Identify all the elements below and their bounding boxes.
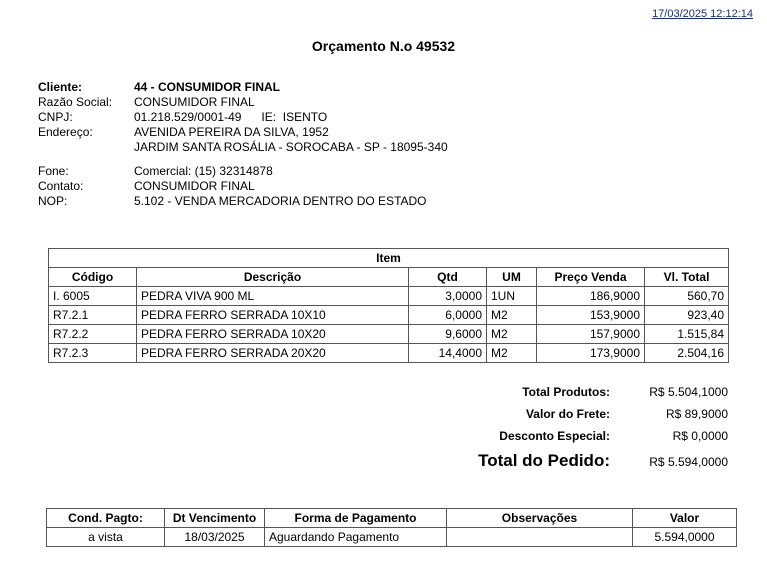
column-header-codigo: Código xyxy=(49,268,137,287)
items-table-body xyxy=(49,287,729,363)
cell-descricao: PEDRA FERRO SERRADA 10X20 xyxy=(137,325,409,344)
total-produtos-value: R$ 5.504,1000 xyxy=(649,385,728,399)
payment-table xyxy=(46,508,737,547)
total-pedido-value: R$ 5.594,0000 xyxy=(649,455,728,469)
cell-vl-total: 2.504,16 xyxy=(645,344,729,363)
cell-codigo: I. 6005 xyxy=(49,287,137,306)
customer-field-value: 44 - CONSUMIDOR FINAL xyxy=(134,80,281,94)
cell-valor: 5.594,0000 xyxy=(633,528,737,547)
customer-field-label: Contato: xyxy=(38,179,84,193)
customer-row xyxy=(38,179,638,194)
customer-field-label: Fone: xyxy=(38,164,69,178)
table-row xyxy=(49,287,729,306)
column-header-um: UM xyxy=(487,268,537,287)
cell-codigo: R7.2.1 xyxy=(49,306,137,325)
column-header-descricao: Descrição xyxy=(137,268,409,287)
items-group-header-row xyxy=(49,249,729,268)
cell-descricao: PEDRA VIVA 900 ML xyxy=(137,287,409,306)
timestamp-bar xyxy=(652,6,753,20)
payment-table-head xyxy=(47,509,737,528)
table-row xyxy=(49,344,729,363)
column-header-vl-total: Vl. Total xyxy=(645,268,729,287)
total-pedido-label: Total do Pedido: xyxy=(478,451,610,470)
desconto-especial-value: R$ 0,0000 xyxy=(672,429,728,443)
cell-preco-venda: 186,9000 xyxy=(537,287,645,306)
column-header-cond-pagto: Cond. Pagto: xyxy=(47,509,165,528)
customer-field-label: Razão Social: xyxy=(38,95,113,109)
customer-field-value: 5.102 - VENDA MERCADORIA DENTRO DO ESTADO xyxy=(134,194,427,208)
cell-preco-venda: 173,9000 xyxy=(537,344,645,363)
items-table xyxy=(48,248,729,363)
cell-qtd: 14,4000 xyxy=(409,344,487,363)
table-row xyxy=(49,325,729,344)
print-timestamp: 17/03/2025 12:12:14 xyxy=(652,8,753,20)
cell-qtd: 6,0000 xyxy=(409,306,487,325)
cell-um: M2 xyxy=(487,325,537,344)
cell-qtd: 9,6000 xyxy=(409,325,487,344)
cell-um: 1UN xyxy=(487,287,537,306)
customer-row xyxy=(38,80,638,95)
customer-field-value: CONSUMIDOR FINAL xyxy=(134,179,255,193)
customer-field-label: Cliente: xyxy=(38,80,83,94)
customer-field-label: Endereço: xyxy=(38,125,93,139)
customer-row xyxy=(38,95,638,110)
table-row xyxy=(49,306,729,325)
customer-info-block xyxy=(38,80,638,209)
column-header-valor: Valor xyxy=(633,509,737,528)
items-group-header: Item xyxy=(49,249,729,268)
items-column-header-row xyxy=(49,268,729,287)
total-produtos-label: Total Produtos: xyxy=(522,385,610,399)
customer-field-value: AVENIDA PEREIRA DA SILVA, 1952 xyxy=(134,125,329,139)
total-pedido-row xyxy=(400,451,728,477)
cell-dt-vencimento: 18/03/2025 xyxy=(165,528,265,547)
page-title: Orçamento N.o 49532 xyxy=(311,38,456,54)
cell-descricao: PEDRA FERRO SERRADA 20X20 xyxy=(137,344,409,363)
cell-vl-total: 560,70 xyxy=(645,287,729,306)
cell-vl-total: 923,40 xyxy=(645,306,729,325)
customer-field-value: JARDIM SANTA ROSÁLIA - SOROCABA - SP - 18095-340 xyxy=(134,140,448,154)
cell-preco-venda: 153,9000 xyxy=(537,306,645,325)
items-table-head xyxy=(49,249,729,287)
desconto-especial-row xyxy=(400,429,728,451)
totals-block xyxy=(400,385,728,477)
customer-row xyxy=(38,110,638,125)
valor-frete-row xyxy=(400,407,728,429)
cell-qtd: 3,0000 xyxy=(409,287,487,306)
table-row xyxy=(47,528,737,547)
column-header-observacoes: Observações xyxy=(447,509,633,528)
column-header-preco-venda: Preço Venda xyxy=(537,268,645,287)
desconto-especial-label: Desconto Especial: xyxy=(499,429,610,443)
cell-codigo: R7.2.2 xyxy=(49,325,137,344)
customer-field-value: 01.218.529/0001-49 IE: ISENTO xyxy=(134,110,328,124)
total-produtos-row xyxy=(400,385,728,407)
valor-frete-label: Valor do Frete: xyxy=(525,407,610,421)
customer-field-value: Comercial: (15) 32314878 xyxy=(134,164,273,178)
customer-row xyxy=(38,164,638,179)
customer-field-value: CONSUMIDOR FINAL xyxy=(134,95,255,109)
cell-vl-total: 1.515,84 xyxy=(645,325,729,344)
cell-cond-pagto: a vista xyxy=(47,528,165,547)
cell-observacoes xyxy=(447,528,633,547)
cell-codigo: R7.2.3 xyxy=(49,344,137,363)
cell-um: M2 xyxy=(487,306,537,325)
column-header-forma-pagamento: Forma de Pagamento xyxy=(265,509,447,528)
customer-row xyxy=(38,194,638,209)
cell-preco-venda: 157,9000 xyxy=(537,325,645,344)
customer-field-label: CNPJ: xyxy=(38,110,73,124)
valor-frete-value: R$ 89,9000 xyxy=(665,407,728,421)
payment-table-body xyxy=(47,528,737,547)
cell-forma-pagamento: Aguardando Pagamento xyxy=(265,528,447,547)
column-header-qtd: Qtd xyxy=(409,268,487,287)
column-header-dt-vencimento: Dt Vencimento xyxy=(165,509,265,528)
cell-um: M2 xyxy=(487,344,537,363)
customer-row xyxy=(38,140,638,155)
customer-row xyxy=(38,125,638,140)
customer-field-label: NOP: xyxy=(38,194,68,208)
cell-descricao: PEDRA FERRO SERRADA 10X10 xyxy=(137,306,409,325)
payment-header-row xyxy=(47,509,737,528)
